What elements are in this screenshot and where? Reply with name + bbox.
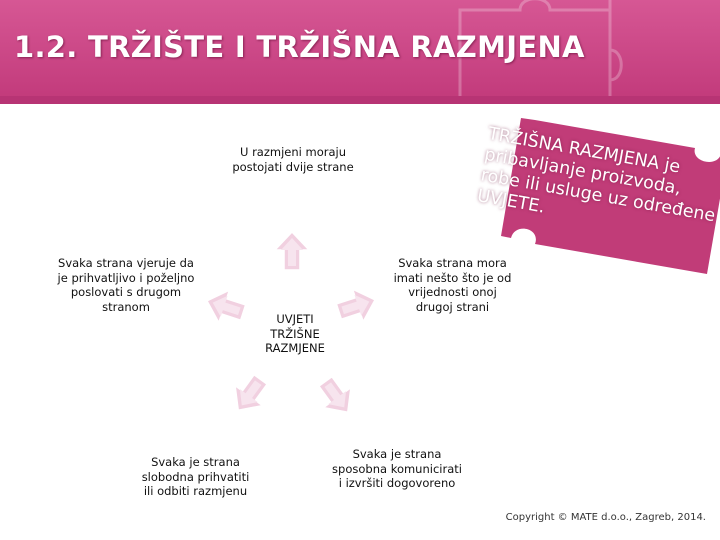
definition-note: TRŽIŠNA RAZMJENA je pribavljanje proizvoda, robe ili usluge uz određene UVJETE. bbox=[475, 124, 717, 227]
condition-bottom-right: Svaka je strana sposobna komunicirati i izvršiti dogovoreno bbox=[332, 447, 462, 490]
arrow-lower-right-icon bbox=[312, 371, 362, 422]
copyright-text: Copyright © MATE d.o.o., Zagreb, 2014. bbox=[505, 512, 706, 523]
slide-title: 1.2. TRŽIŠTE I TRŽIŠNA RAZMJENA bbox=[14, 30, 585, 64]
condition-bottom-left: Svaka je strana slobodna prihvatiti ili odbiti razmjenu bbox=[141, 455, 250, 498]
arrow-upper-left-icon bbox=[202, 285, 249, 329]
center-label: UVJETI TRŽIŠNE RAZMJENE bbox=[265, 312, 325, 355]
arrow-lower-left-icon bbox=[224, 369, 274, 420]
condition-top: U razmjeni moraju postojati dvije strane bbox=[232, 145, 354, 174]
arrow-upper-right-icon bbox=[334, 284, 381, 328]
condition-left: Svaka strana vjeruje da je prihvatljivo i poželjno poslovati s drugom stranom bbox=[57, 256, 195, 314]
condition-right: Svaka strana mora imati nešto što je od vrijednosti onoj drugoj strani bbox=[393, 256, 512, 314]
arrow-up-icon bbox=[275, 232, 309, 270]
